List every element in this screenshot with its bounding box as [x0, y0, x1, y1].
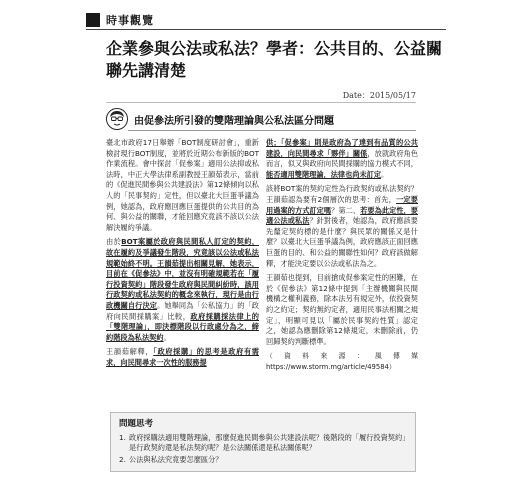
emphasis-text: 一定要用過案的方式訂定嗎: [266, 194, 418, 215]
emphasis-text: 「政府採購」的思考是政府有需求，向民間尋求一次性的服務提: [106, 347, 259, 367]
emphasis-text: 若要為此定性，要適公法或私法: [266, 205, 418, 226]
article-title: 企業參與公法或私法？學者：公共目的、公益關聯先講清楚: [106, 39, 443, 80]
source-note: [266, 351, 418, 372]
source-text: （資料來源：風傳媒https://www.storm.mg/article/49584）: [266, 352, 418, 371]
question-item: [119, 433, 407, 453]
paragraph: [266, 273, 418, 347]
section-title: 由促參法所引發的雙階理論與公私法區分問題: [134, 115, 334, 127]
emphasis-text: 供；「促參案」則是政府為了達到有品質的公共建設，向民間尋求「夥伴」關係: [266, 138, 418, 158]
question-item: [119, 455, 407, 465]
emphasis-text: 能否適用雙階理論，法律也尚未訂定: [266, 169, 382, 179]
paragraph: [106, 138, 259, 233]
paragraph-text: 。: [163, 332, 171, 342]
paragraph: [266, 138, 418, 180]
paragraph: [266, 184, 418, 269]
scholar-avatar-icon: [106, 108, 128, 130]
question-number: 1.: [119, 433, 126, 442]
left-column: [106, 138, 259, 422]
tag-square-icon: [86, 13, 100, 27]
section-divider: [128, 130, 416, 131]
paragraph-text: 該將BOT案的契約定性為行政契約或私法契約？王韻茹認為要有2個層次的思考：首先，: [266, 184, 418, 204]
tag-divider: [86, 29, 446, 30]
paragraph-text: 。她舉同為「公私協力」的「政府向民間採購案」比較，: [106, 300, 259, 321]
paragraph-text: 王韻茹也提到，目前搶成促參案定性的困難，在於《促參法》第12條中提到「主辦機關與民間機構之權利義務，除本法另有規定外，依投資契約之約定；契約無約定者，適用民事法相關之規定」，明顯可見以「屬於民事契約性質」認定之，她認為應刪除第12條規定，未刪除前，仍回歸契約判斷標準。: [266, 273, 418, 346]
section-heading: [106, 109, 416, 129]
paragraph-text: 。: [381, 169, 389, 179]
article-date: Date：2015/05/17: [342, 91, 416, 100]
question-box: [110, 412, 416, 472]
section-tag: [86, 12, 154, 28]
paragraph-text: ？第二、: [331, 205, 361, 215]
paragraph: [106, 237, 259, 343]
paragraph-text: ？針對後者，她認為，政府應該要先釐定契約標的是什麼？與民眾的關係又是什麼？以臺北大巨蛋爭議為例，政府應該正面回應巨蛋的目的、和公益的關聯性如何？政府該做解釋，才能決定要以公法或私法為之。: [266, 216, 418, 268]
tag-label: 時事觀覽: [106, 14, 154, 27]
date-divider: [106, 102, 416, 103]
question-number: 2.: [119, 455, 126, 464]
right-column: [266, 138, 418, 422]
paragraph-text: 王韻茹解釋，: [106, 347, 154, 357]
emphasis-text: BOT案屬於政府與民間私人訂定的契約，故在履約及爭議發生階段，究竟該以公法或私法規範始終不明。王韻茹提出相關見解，她表示，目前在《促參法》中，並沒有明確規範若在「履行投資契約」階段發生政府與民間糾紛時，該用行政契約或私法契約的概念來執行，現行是由行政機關自行決定: [106, 237, 259, 310]
paragraph: [106, 347, 259, 368]
emphasis-text: 政府採購採法律上的「雙階理論」，即決標階段以行政處分為之，締約階段為私法契約: [106, 311, 259, 342]
question-title: 問題思考: [119, 419, 154, 429]
question-text: 公法與私法究竟要怎麼區分？: [129, 455, 223, 464]
paragraph-text: ，放就政府角色而言，似又與政府向民間採購的協力模式不同，: [266, 148, 418, 169]
question-text: 政府採購法適用雙階理論，那麼促進民間參與公共建設法呢？後階段的「履行投資契約」是行政契約還是私法契約呢？是公法關係還是私法關係呢？: [129, 433, 406, 452]
paragraph-text: 臺北市政府17日舉辦「BOT制度研討會」，重新檢討現行BOT制度，並將於近期公布新版的BOT作業流程。會中探討「促參案」適用公法抑或私法時，中正大學法律系副教授王韻茹表示，當前的《促進民間參與公共建設法》第12條傾向以私人的「民事契約」定性，但以臺北大巨蛋爭議為例，她認為，政府應回應巨蛋提供的公共目的為何、與公益的關聯，才能回應究竟該不該以公法解決履約爭議。: [106, 138, 259, 232]
paragraph-text: 由於: [106, 237, 122, 247]
